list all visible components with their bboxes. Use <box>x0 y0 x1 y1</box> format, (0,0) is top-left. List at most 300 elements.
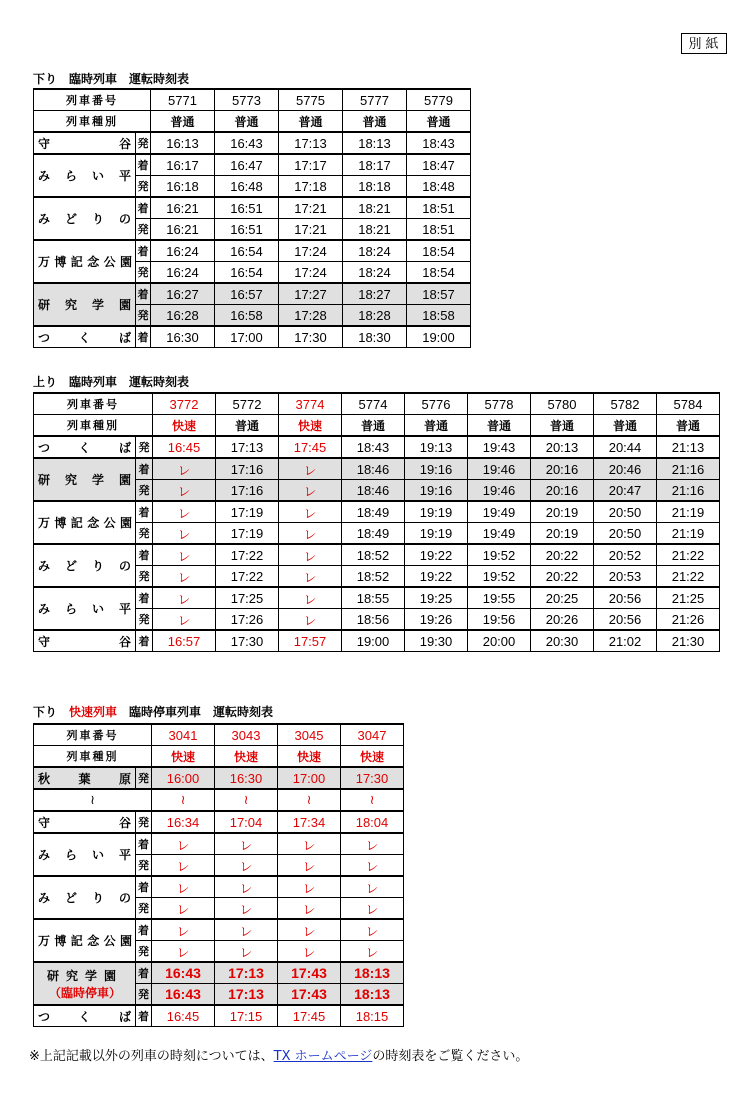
time-cell: 18:21 <box>343 197 407 219</box>
omitted-stations-mark: ≀ <box>34 789 152 811</box>
arr-dep-marker: 着 <box>136 1005 152 1027</box>
train-kind: 普通 <box>279 111 343 133</box>
timetable-rapid-extra-stop <box>33 723 404 1027</box>
time-cell: レ <box>215 941 278 963</box>
time-cell: 16:18 <box>151 176 215 198</box>
time-cell: 19:00 <box>342 630 405 652</box>
arr-dep-marker: 着 <box>136 876 152 898</box>
arr-dep-marker: 発 <box>136 811 152 833</box>
timetable-row <box>34 132 471 154</box>
section-title-rapid: 快速列車 <box>69 705 118 719</box>
train-kind: 普通 <box>407 111 471 133</box>
time-cell: 16:43 <box>215 132 279 154</box>
time-cell: 16:54 <box>215 240 279 262</box>
timetable-row <box>34 833 404 855</box>
time-cell: 16:13 <box>151 132 215 154</box>
time-cell: 21:02 <box>594 630 657 652</box>
train-number: 5782 <box>594 393 657 415</box>
time-cell: レ <box>153 458 216 480</box>
time-cell: 20:50 <box>594 501 657 523</box>
train-kind: 普通 <box>405 415 468 437</box>
time-cell: 20:19 <box>531 523 594 545</box>
time-cell: 21:22 <box>657 566 720 588</box>
train-number: 3041 <box>152 724 215 746</box>
time-cell: 20:44 <box>594 436 657 458</box>
time-cell: 21:30 <box>657 630 720 652</box>
footnote-text: ※上記記載以外の列車の時刻については、 <box>29 1049 274 1064</box>
time-cell: レ <box>152 941 215 963</box>
time-cell: レ <box>278 833 341 855</box>
time-cell: 16:58 <box>215 305 279 327</box>
time-cell: 18:46 <box>342 458 405 480</box>
time-cell: 19:52 <box>468 544 531 566</box>
time-cell: 16:47 <box>215 154 279 176</box>
time-cell: 19:52 <box>468 566 531 588</box>
train-kind: 普通 <box>343 111 407 133</box>
station-name: 秋葉原 <box>34 767 136 789</box>
train-kind: 普通 <box>215 111 279 133</box>
time-cell: レ <box>152 833 215 855</box>
time-cell: レ <box>278 919 341 941</box>
arr-dep-marker: 発 <box>136 566 153 588</box>
time-cell: 19:30 <box>405 630 468 652</box>
time-cell: 19:56 <box>468 609 531 631</box>
time-cell: 16:51 <box>215 197 279 219</box>
arr-dep-marker: 発 <box>136 262 151 284</box>
time-cell: 19:46 <box>468 480 531 502</box>
station-name: 万博記念公園 <box>34 919 136 962</box>
train-number: 5772 <box>216 393 279 415</box>
time-cell: 18:56 <box>342 609 405 631</box>
time-cell: レ <box>215 919 278 941</box>
time-cell: 18:51 <box>407 219 471 241</box>
arr-dep-marker: 発 <box>136 984 152 1006</box>
timetable-down-extra <box>33 88 471 348</box>
time-cell: 17:16 <box>216 480 279 502</box>
time-cell: 17:43 <box>278 962 341 984</box>
timetable-row <box>34 240 471 262</box>
station-name-extra-stop <box>34 962 136 1005</box>
section-title-rapid-extra-stop <box>33 705 273 719</box>
time-cell: レ <box>341 833 404 855</box>
time-cell: 20:16 <box>531 480 594 502</box>
arr-dep-marker: 着 <box>136 833 152 855</box>
train-kind: 普通 <box>468 415 531 437</box>
station-name: つくば <box>34 436 136 458</box>
train-kind-row <box>34 746 404 768</box>
time-cell: 20:53 <box>594 566 657 588</box>
timetable-row <box>34 458 720 480</box>
time-cell: 16:21 <box>151 197 215 219</box>
arr-dep-marker: 発 <box>136 480 153 502</box>
time-cell: 17:24 <box>279 262 343 284</box>
arr-dep-marker: 発 <box>136 609 153 631</box>
time-cell: 17:24 <box>279 240 343 262</box>
time-cell: 18:52 <box>342 544 405 566</box>
time-cell: 17:16 <box>216 458 279 480</box>
time-cell: 19:13 <box>405 436 468 458</box>
train-number-row <box>34 89 471 111</box>
section-title-up-extra: 上り 臨時列車 運転時刻表 <box>33 375 190 389</box>
time-cell: 19:16 <box>405 480 468 502</box>
time-cell: 19:49 <box>468 501 531 523</box>
time-cell: 17:34 <box>278 811 341 833</box>
arr-dep-marker: 着 <box>136 240 151 262</box>
time-cell: レ <box>153 609 216 631</box>
time-cell: レ <box>152 876 215 898</box>
time-cell: レ <box>279 458 342 480</box>
time-cell: 17:13 <box>215 984 278 1006</box>
time-cell: 18:54 <box>407 262 471 284</box>
time-cell: 18:49 <box>342 501 405 523</box>
timetable-row <box>34 480 720 502</box>
timetable-row <box>34 919 404 941</box>
time-cell: 21:13 <box>657 436 720 458</box>
arr-dep-marker: 発 <box>136 305 151 327</box>
train-kind-row <box>34 415 720 437</box>
train-number: 5780 <box>531 393 594 415</box>
time-cell: 20:13 <box>531 436 594 458</box>
timetable-row <box>34 811 404 833</box>
time-cell: 20:30 <box>531 630 594 652</box>
train-number: 5778 <box>468 393 531 415</box>
arr-dep-marker: 着 <box>136 501 153 523</box>
time-cell: 17:13 <box>215 962 278 984</box>
time-cell: 17:25 <box>216 587 279 609</box>
time-cell: 17:27 <box>279 283 343 305</box>
time-cell: レ <box>279 566 342 588</box>
time-cell: レ <box>215 833 278 855</box>
time-cell: レ <box>153 587 216 609</box>
time-cell: 16:30 <box>215 767 278 789</box>
footnote-text-end: の時刻表をご覧ください。 <box>372 1049 529 1064</box>
arr-dep-marker: 発 <box>136 855 152 877</box>
timetable-row <box>34 789 404 811</box>
timetable-row <box>34 154 471 176</box>
timetable-row <box>34 523 720 545</box>
time-cell: 19:22 <box>405 544 468 566</box>
train-number: 3774 <box>279 393 342 415</box>
train-number: 3772 <box>153 393 216 415</box>
station-name: 守谷 <box>34 132 136 154</box>
time-cell: ≀ <box>278 789 341 811</box>
time-cell: レ <box>152 855 215 877</box>
footnote <box>29 1045 528 1064</box>
time-cell: 16:45 <box>152 1005 215 1027</box>
time-cell: 18:47 <box>407 154 471 176</box>
time-cell: 16:51 <box>215 219 279 241</box>
time-cell: 18:55 <box>342 587 405 609</box>
time-cell: 18:43 <box>407 132 471 154</box>
time-cell: 20:25 <box>531 587 594 609</box>
timetable-row <box>34 1005 404 1027</box>
train-kind: 快速 <box>341 746 404 768</box>
time-cell: 17:13 <box>279 132 343 154</box>
train-number-label: 列車番号 <box>34 724 152 746</box>
time-cell: 19:16 <box>405 458 468 480</box>
time-cell: 16:43 <box>152 962 215 984</box>
train-number-row <box>34 393 720 415</box>
time-cell: 20:22 <box>531 544 594 566</box>
train-number-label: 列車番号 <box>34 393 153 415</box>
timetable-row <box>34 501 720 523</box>
time-cell: レ <box>279 523 342 545</box>
train-number: 3045 <box>278 724 341 746</box>
time-cell: 18:46 <box>342 480 405 502</box>
arr-dep-marker: 発 <box>136 176 151 198</box>
time-cell: 18:15 <box>341 1005 404 1027</box>
time-cell: 18:24 <box>343 240 407 262</box>
time-cell: 16:57 <box>153 630 216 652</box>
train-kind: 快速 <box>278 746 341 768</box>
train-number: 3047 <box>341 724 404 746</box>
time-cell: レ <box>215 876 278 898</box>
time-cell: 20:47 <box>594 480 657 502</box>
time-cell: 17:45 <box>278 1005 341 1027</box>
station-name: みどりの <box>34 876 136 919</box>
train-kind: 普通 <box>657 415 720 437</box>
time-cell: 19:49 <box>468 523 531 545</box>
time-cell: 21:16 <box>657 480 720 502</box>
train-kind: 普通 <box>531 415 594 437</box>
time-cell: 17:00 <box>278 767 341 789</box>
time-cell: 20:52 <box>594 544 657 566</box>
timetable-row <box>34 630 720 652</box>
station-name: みどりの <box>34 544 136 587</box>
time-cell: 18:52 <box>342 566 405 588</box>
station-name: 万博記念公園 <box>34 501 136 544</box>
arr-dep-marker: 発 <box>136 941 152 963</box>
station-name: みどりの <box>34 197 136 240</box>
arr-dep-marker: 着 <box>136 326 151 348</box>
section-title-down-extra: 下り 臨時列車 運転時刻表 <box>33 72 190 86</box>
time-cell: 19:46 <box>468 458 531 480</box>
tx-homepage-link[interactable]: TX ホームページ <box>273 1049 373 1064</box>
time-cell: 17:43 <box>278 984 341 1006</box>
time-cell: レ <box>279 609 342 631</box>
time-cell: 17:28 <box>279 305 343 327</box>
time-cell: 17:30 <box>279 326 343 348</box>
time-cell: 17:00 <box>215 326 279 348</box>
timetable-row <box>34 544 720 566</box>
arr-dep-marker: 着 <box>136 458 153 480</box>
arr-dep-marker: 発 <box>136 436 153 458</box>
time-cell: 20:00 <box>468 630 531 652</box>
train-kind: 快速 <box>152 746 215 768</box>
time-cell: 18:13 <box>341 984 404 1006</box>
time-cell: ≀ <box>341 789 404 811</box>
time-cell: レ <box>278 941 341 963</box>
time-cell: レ <box>279 587 342 609</box>
time-cell: 19:43 <box>468 436 531 458</box>
time-cell: レ <box>153 480 216 502</box>
time-cell: 16:21 <box>151 219 215 241</box>
time-cell: 20:56 <box>594 609 657 631</box>
train-number: 5774 <box>342 393 405 415</box>
time-cell: 20:16 <box>531 458 594 480</box>
time-cell: 18:48 <box>407 176 471 198</box>
time-cell: 18:13 <box>341 962 404 984</box>
time-cell: 16:00 <box>152 767 215 789</box>
time-cell: 19:22 <box>405 566 468 588</box>
train-kind: 普通 <box>342 415 405 437</box>
train-number: 5777 <box>343 89 407 111</box>
timetable-row <box>34 566 720 588</box>
station-name: 万博記念公園 <box>34 240 136 283</box>
train-kind: 快速 <box>279 415 342 437</box>
station-name: 守谷 <box>34 630 136 652</box>
arr-dep-marker: 発 <box>136 132 151 154</box>
time-cell: レ <box>153 544 216 566</box>
time-cell: 17:04 <box>215 811 278 833</box>
timetable-row <box>34 587 720 609</box>
station-name: みらい平 <box>34 587 136 630</box>
time-cell: 20:19 <box>531 501 594 523</box>
station-name: 研究学園 <box>34 458 136 501</box>
time-cell: 19:00 <box>407 326 471 348</box>
train-kind: 普通 <box>594 415 657 437</box>
timetable-row <box>34 283 471 305</box>
time-cell: 16:57 <box>215 283 279 305</box>
station-name: みらい平 <box>34 154 136 197</box>
time-cell: 16:27 <box>151 283 215 305</box>
time-cell: 19:19 <box>405 523 468 545</box>
time-cell: ≀ <box>215 789 278 811</box>
time-cell: 17:22 <box>216 566 279 588</box>
station-name: つくば <box>34 1005 136 1027</box>
time-cell: 16:24 <box>151 262 215 284</box>
time-cell: 21:19 <box>657 501 720 523</box>
timetable-row <box>34 436 720 458</box>
arr-dep-marker: 着 <box>136 587 153 609</box>
time-cell: 19:26 <box>405 609 468 631</box>
time-cell: レ <box>152 898 215 920</box>
time-cell: 18:57 <box>407 283 471 305</box>
time-cell: 17:22 <box>216 544 279 566</box>
time-cell: ≀ <box>152 789 215 811</box>
train-number-row <box>34 724 404 746</box>
time-cell: レ <box>278 876 341 898</box>
time-cell: 18:28 <box>343 305 407 327</box>
time-cell: 18:24 <box>343 262 407 284</box>
time-cell: 17:17 <box>279 154 343 176</box>
arr-dep-marker: 発 <box>136 523 153 545</box>
time-cell: 17:45 <box>279 436 342 458</box>
time-cell: レ <box>153 501 216 523</box>
timetable-row <box>34 876 404 898</box>
time-cell: 16:30 <box>151 326 215 348</box>
train-number: 5773 <box>215 89 279 111</box>
time-cell: 19:19 <box>405 501 468 523</box>
arr-dep-marker: 発 <box>136 767 152 789</box>
station-name: 研究学園 <box>46 968 123 983</box>
train-number: 5784 <box>657 393 720 415</box>
time-cell: 18:18 <box>343 176 407 198</box>
time-cell: 18:54 <box>407 240 471 262</box>
time-cell: 21:26 <box>657 609 720 631</box>
time-cell: 21:19 <box>657 523 720 545</box>
time-cell: 16:28 <box>151 305 215 327</box>
timetable-row <box>34 326 471 348</box>
time-cell: 20:22 <box>531 566 594 588</box>
time-cell: 17:21 <box>279 219 343 241</box>
time-cell: 18:27 <box>343 283 407 305</box>
time-cell: 17:19 <box>216 523 279 545</box>
time-cell: 17:13 <box>216 436 279 458</box>
time-cell: 20:50 <box>594 523 657 545</box>
train-kind-label: 列車種別 <box>34 746 152 768</box>
arr-dep-marker: 着 <box>136 197 151 219</box>
train-number: 5771 <box>151 89 215 111</box>
train-number: 3043 <box>215 724 278 746</box>
train-kind: 普通 <box>216 415 279 437</box>
time-cell: 16:24 <box>151 240 215 262</box>
station-name: 研究学園 <box>34 283 136 326</box>
time-cell: レ <box>278 898 341 920</box>
train-kind: 快速 <box>153 415 216 437</box>
arr-dep-marker: 発 <box>136 898 152 920</box>
time-cell: レ <box>279 480 342 502</box>
train-kind-label: 列車種別 <box>34 111 151 133</box>
time-cell: 16:34 <box>152 811 215 833</box>
arr-dep-marker: 着 <box>136 283 151 305</box>
attachment-badge: 別紙 <box>681 33 727 54</box>
arr-dep-marker: 着 <box>136 919 152 941</box>
timetable-row <box>34 197 471 219</box>
time-cell: レ <box>341 898 404 920</box>
timetable-up-extra <box>33 392 720 652</box>
time-cell: 16:17 <box>151 154 215 176</box>
arr-dep-marker: 着 <box>136 630 153 652</box>
time-cell: 17:18 <box>279 176 343 198</box>
timetable-row <box>34 767 404 789</box>
time-cell: 20:46 <box>594 458 657 480</box>
time-cell: 18:51 <box>407 197 471 219</box>
time-cell: 16:54 <box>215 262 279 284</box>
time-cell: レ <box>341 919 404 941</box>
train-kind: 普通 <box>151 111 215 133</box>
train-kind: 快速 <box>215 746 278 768</box>
time-cell: レ <box>215 898 278 920</box>
time-cell: 21:16 <box>657 458 720 480</box>
train-number: 5779 <box>407 89 471 111</box>
time-cell: 21:22 <box>657 544 720 566</box>
time-cell: 19:55 <box>468 587 531 609</box>
time-cell: レ <box>278 855 341 877</box>
time-cell: レ <box>153 566 216 588</box>
time-cell: 18:04 <box>341 811 404 833</box>
station-name: つくば <box>34 326 136 348</box>
station-name: 守谷 <box>34 811 136 833</box>
time-cell: レ <box>152 919 215 941</box>
train-number: 5775 <box>279 89 343 111</box>
time-cell: レ <box>153 523 216 545</box>
time-cell: レ <box>279 501 342 523</box>
timetable-row <box>34 962 404 984</box>
time-cell: 17:15 <box>215 1005 278 1027</box>
time-cell: レ <box>341 941 404 963</box>
arr-dep-marker: 発 <box>136 219 151 241</box>
time-cell: 21:25 <box>657 587 720 609</box>
station-name: みらい平 <box>34 833 136 876</box>
time-cell: 18:17 <box>343 154 407 176</box>
time-cell: レ <box>279 544 342 566</box>
time-cell: 18:58 <box>407 305 471 327</box>
time-cell: レ <box>341 855 404 877</box>
time-cell: 17:21 <box>279 197 343 219</box>
time-cell: 16:48 <box>215 176 279 198</box>
time-cell: 16:45 <box>153 436 216 458</box>
